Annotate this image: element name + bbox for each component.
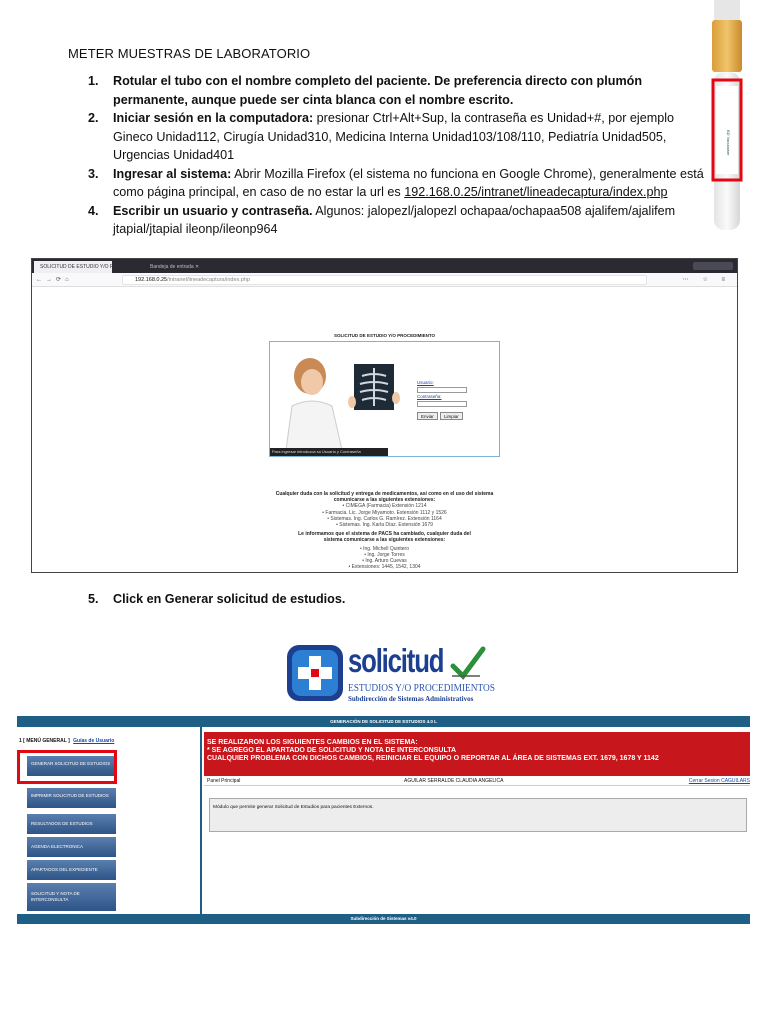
panel-label: Panel Principal [207, 778, 241, 784]
info-item: • Extensiones: 1445, 1542, 1304 [348, 564, 421, 571]
app-sidebar [17, 727, 202, 914]
logo-department: Subdirección de Sistemas Administrativos [348, 695, 474, 703]
alert-line: CUALQUIER PROBLEMA CON DICHOS CAMBIOS, REINICIAR EL EQUIPO O REPORTAR AL ÁREA DE SISTEMAS EXT. 1679, 1678 Y 1142 [207, 755, 659, 762]
app-main [204, 727, 750, 914]
step-bold-text: Rotular el tubo con el nombre completo del paciente. De preferencia directo con plumón permanente, aunque puede ser cinta blanca con el nombre escrito. [113, 74, 643, 107]
info-item: • Sistemas. Ing. Karla Díaz. Extensión 1679 [336, 522, 433, 529]
menu-apartados[interactable]: APARTADOS DEL EXPEDIENTE [27, 860, 116, 880]
login-box [269, 341, 500, 457]
page-title: SOLICITUD DE ESTUDIO Y/O PROCEDIMIENTO [333, 333, 436, 338]
menu-generar-solicitud[interactable]: GENERAR SOLICITUD DE ESTUDIOS [27, 756, 116, 776]
module-description: Módulo que permite generar Solicitud de Estudios para pacientes Externos. [209, 798, 747, 832]
menu-header [19, 738, 114, 744]
menu-general: [ MENÚ GENERAL ] [23, 738, 70, 744]
menu-interconsulta[interactable]: SOLICITUD Y NOTA DE INTERCONSULTA [27, 883, 116, 911]
logo-subtitle: ESTUDIOS Y/O PROCEDIMIENTOS [348, 682, 496, 694]
step-1 [88, 72, 708, 109]
menu-imprimir-solicitud[interactable]: IMPRIMIR SOLICITUD DE ESTUDIOS [27, 788, 116, 808]
info-item: • Farmacia. Lic. Jorge Miyamoto. Extensión 1112 y 1526 [322, 509, 447, 516]
step-number: 3. [88, 166, 99, 181]
solicitud-logo [286, 642, 496, 706]
info-heading: Le informamos que el sistema de PACS ha cambiado, cualquier duda del sistema comunicarse a las siguientes extensiones: [298, 531, 471, 544]
browser-tab-bar [32, 259, 737, 273]
limpiar-button[interactable]: Limpiar [440, 412, 463, 420]
step-number: 2. [88, 111, 99, 125]
alert-line: * SE AGREGO EL APARTADO DE SOLICITUD Y NOTA DE INTERCONSULTA [207, 747, 457, 754]
checkmark-icon [450, 646, 486, 680]
doctor-xray-image [272, 344, 412, 450]
contact-info [32, 491, 737, 570]
system-alert [204, 732, 750, 776]
info-item: • CIMEGA (Farmacia) Extensión 1214 [342, 503, 427, 510]
enviar-button[interactable]: Enviar [417, 412, 438, 420]
step-3 [88, 165, 708, 202]
instruction-steps [88, 72, 708, 239]
usuario-input[interactable] [417, 387, 467, 393]
step-number: 4. [88, 203, 99, 218]
browser-tab[interactable]: Bandeja de entrada ✕ [150, 264, 200, 270]
menu-resultados[interactable]: RESULTADOS DE ESTUDIOS [27, 814, 116, 834]
step-4 [88, 202, 708, 239]
solicitud-app-screenshot [17, 716, 750, 926]
step-text: presionar Ctrl+Alt+Sup, la contraseña es Unidad+#, por ejemplo Gineco Unidad112, Cirugía Unidad310, Medicina Interna Unidad103/108/110, Pediatría Unidad505, Urgencias Unidad401 [113, 111, 675, 162]
toolbar-menu-icon[interactable]: ⋯ ☆ ≡ [682, 277, 731, 283]
password-input[interactable] [417, 401, 467, 407]
window-controls[interactable] [693, 262, 733, 270]
step-2 [88, 109, 708, 165]
info-item: • Sistemas. Ing. Carlos G. Ramírez. Extensión 1164 [327, 515, 442, 522]
logout-link[interactable]: Cerrar Sesion CAGUILARS [688, 778, 750, 784]
step-bold-text: Ingresar al sistema: [113, 166, 232, 181]
step-bold-text: Click en Generar solicitud de estudios. [113, 592, 346, 606]
tab-label: SOLICITUD DE ESTUDIO Y/O P [40, 264, 114, 270]
step-5 [88, 592, 345, 606]
browser-tab-active[interactable]: SOLICITUD DE ESTUDIO Y/O P ✕ [34, 261, 112, 273]
nav-buttons-icon[interactable]: ←→⟳⌂ [36, 277, 73, 283]
step-text: Algunos: jalopezl/jalopezl ochapaa/ochapaa508 ajalifem/ajalifem jtapial/jtapial ileonp/ileonp964 [113, 203, 676, 236]
password-label: Contraseña: [417, 394, 442, 399]
usuario-label: Usuario: [417, 380, 434, 385]
step-bold-text: Escribir un usuario y contraseña. [113, 203, 313, 218]
url-path: /intranet/lineadecaptura/index.php [167, 277, 250, 283]
system-url-link[interactable]: 192.168.0.25/intranet/lineadecaptura/index.php [404, 185, 668, 199]
step-bold-text: Iniciar sesión en la computadora: [113, 111, 314, 125]
info-item: • Ing. Michell Quintero [360, 545, 409, 552]
browser-toolbar [32, 273, 737, 287]
tab-label: Bandeja de entrada [150, 264, 194, 270]
info-item: • Ing. Arturo Cuevas [362, 558, 407, 565]
menu-agenda[interactable]: AGENDA ELECTRONICA [27, 837, 116, 857]
alert-line: SE REALIZARON LOS SIGUIENTES CAMBIOS EN EL SISTEMA: [207, 739, 418, 746]
address-bar[interactable] [122, 275, 647, 285]
blood-tube-image [706, 0, 756, 232]
generar-highlight [17, 750, 117, 784]
browser-screenshot [31, 258, 738, 573]
menu-number: 1 [19, 738, 22, 744]
medical-cross-icon [286, 644, 344, 702]
info-item: • Ing. Jorge Torres [364, 551, 405, 558]
panel-bar [204, 776, 750, 786]
document-title: METER MUESTRAS DE LABORATORIO [68, 46, 311, 61]
app-bottom-bar: Subdirección de Sistemas v4.0 [17, 914, 750, 924]
user-name: AGUILAR SERRALDE CLAUDIA ANGELICA [404, 778, 504, 784]
browser-page [32, 287, 737, 572]
app-top-bar: GENERACIÓN DE SOLICITUD DE ESTUDIOS 4.0 L [17, 716, 750, 727]
login-footer-note: Para ingresar introduzca su Usuario y Contraseña [270, 448, 388, 456]
info-heading: Cualquier duda con la solicitud y entrega de medicamentos, así como en el uso del sistema comunicarse a las siguientes extensiones: [275, 491, 494, 504]
step-number: 1. [88, 74, 99, 88]
svg-text:BD Vacutainer: BD Vacutainer [726, 130, 731, 156]
user-guides-link[interactable]: Guías de Usuario [73, 738, 115, 744]
logo-word: solicitud [348, 642, 444, 679]
step-number: 5. [88, 592, 99, 606]
url-host: 192.168.0.25 [135, 277, 168, 283]
step-text: Abrir Mozilla Firefox (el sistema no funciona en Google Chrome), generalmente está como página principal, en caso de no estar la url es [113, 166, 704, 199]
